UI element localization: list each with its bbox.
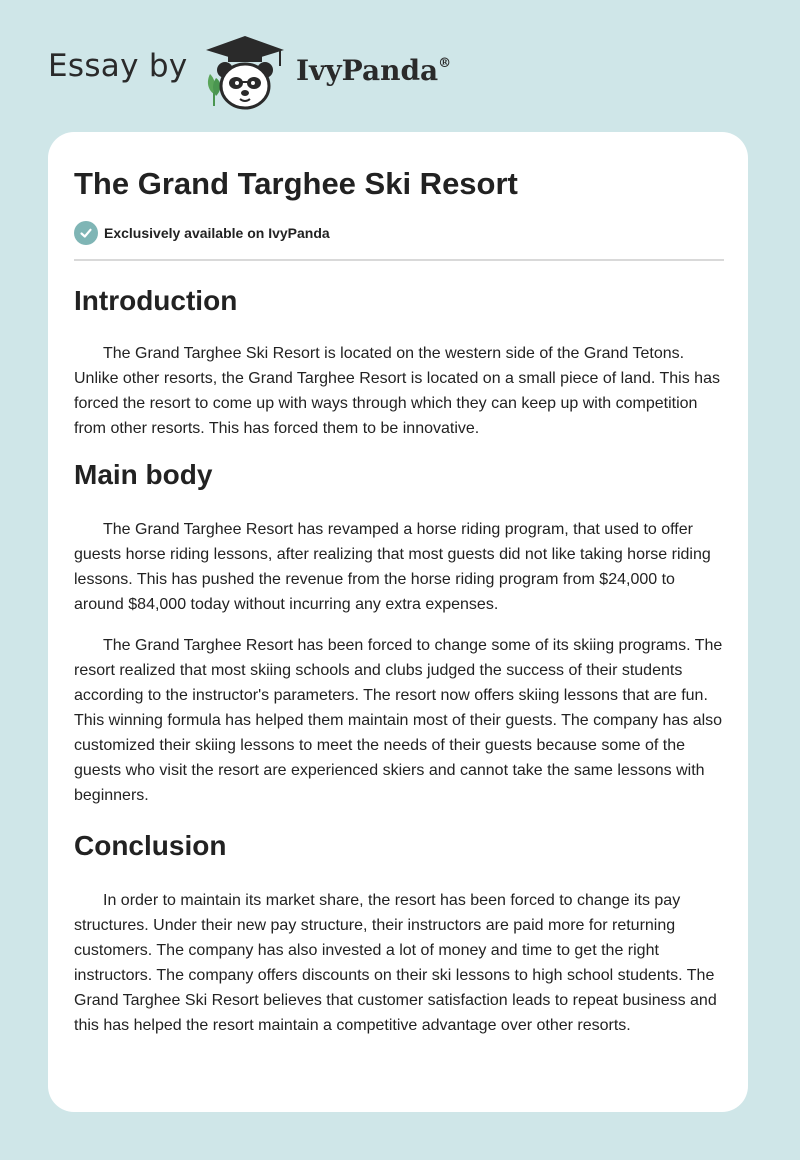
section-heading-main-body: Main body [74,459,213,490]
badge-label: Exclusively available on IvyPanda [104,225,330,241]
section-heading-introduction: Introduction [74,285,238,316]
paragraph: The Grand Targhee Ski Resort is located on the western side of the Grand Tetons. Unlike other resorts, the Grand Targhee Resort is located on a small piece of land. This has forced the resort to come up with ways through which they can keep up with competition from other resorts. This has forced them to be innovative. [74,345,720,437]
essay-by-label: Essay by [48,48,188,84]
divider [74,259,724,261]
paragraph: The Grand Targhee Resort has been forced to change some of its skiing programs. The resort realized that most skiing schools and clubs judged the success of their students according to the instructor's parameters. The resort now offers skiing lessons that are fun. This winning formula has helped them maintain most of their guests. The company has also customized their skiing lessons to meet the needs of their guests because some of the guests who visit the resort are experienced skiers and cannot take the same lessons with beginners. [74,637,723,804]
check-icon [74,221,98,245]
exclusive-badge [74,220,724,246]
section-heading-conclusion: Conclusion [74,830,227,861]
paragraph: The Grand Targhee Resort has revamped a horse riding program, that used to offer guests horse riding lessons, after realizing that most guests did not like taking horse riding lessons. This has pushed the revenue from the horse riding program from $24,000 to around $84,000 today without incurring any extra expenses. [74,521,711,613]
paragraph: In order to maintain its market share, the resort has been forced to change its pay structures. Under their new pay structure, their instructors are paid more for returning customers. The company has also invested a lot of money and time to get the right instructors. The company offers discounts on their ski lessons to high school students. The Grand Targhee Ski Resort believes that customer satisfaction leads to repeat business and this has helped the resort maintain a competitive advantage over other resorts. [74,892,717,1034]
essay-card [48,132,748,1112]
page-title: The Grand Targhee Ski Resort [74,166,518,201]
site-header [48,34,768,110]
panda-logo-icon [200,34,290,110]
essay-content [74,164,724,1038]
brand-name[interactable]: IvyPanda® [296,54,452,87]
